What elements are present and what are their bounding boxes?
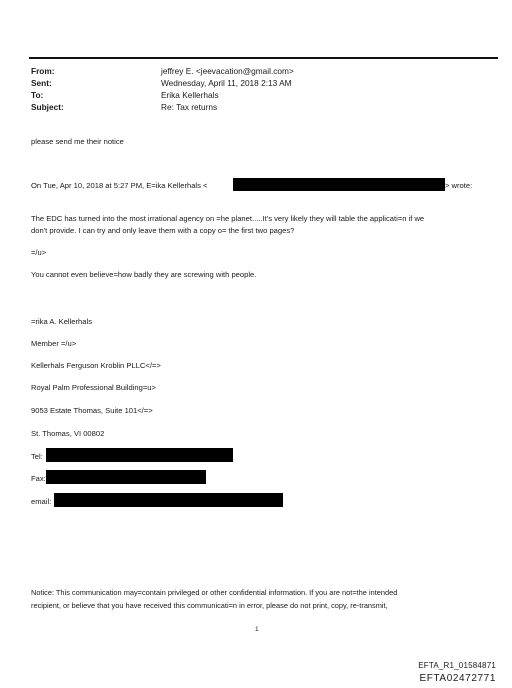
to-label: To:	[31, 90, 44, 100]
from-value: jeffrey E. <jeevacation@gmail.com>	[161, 66, 294, 76]
quote-prefix: On Tue, Apr 10, 2018 at 5:27 PM, E=ika Kellerhals <	[31, 181, 208, 190]
notice-line-2: recipient, or believe that you have received this communicati=n in error, please do not print, copy, re-transmit,	[31, 600, 388, 610]
para1-line2: don't provide. I can try and only leave them with a copy o= the first two pages?	[31, 226, 295, 235]
sig-title: Member =/u>	[31, 339, 77, 348]
para1-line1: The EDC has turned into the most irrational agency on =he planet.....It's very likely they will table the applicati=n if we	[31, 214, 425, 223]
doc-id-2: EFTA02472771	[419, 673, 496, 684]
notice	[31, 587, 501, 612]
sig-city: St. Thomas, VI 00802	[31, 429, 105, 438]
subject-label: Subject:	[31, 102, 64, 112]
page-number: 1	[255, 626, 259, 633]
sig-firm: Kellerhals Ferguson Kroblin PLLC</=>	[31, 361, 161, 370]
from-label: From:	[31, 66, 55, 76]
para2: You cannot even believe=how badly they are screwing with people.	[31, 270, 257, 279]
sent-value: Wednesday, April 11, 2018 2:13 AM	[161, 78, 292, 88]
subject-value: Re: Tax returns	[161, 102, 218, 112]
header-rule	[29, 57, 498, 59]
redaction-email-2	[54, 493, 283, 507]
to-value: Erika Kellerhals	[161, 90, 219, 100]
email-label: email:	[31, 497, 52, 506]
u-tag-1: =/u>	[31, 248, 47, 257]
doc-id-1: EFTA_R1_01584871	[418, 661, 496, 670]
redaction-fax	[46, 470, 206, 484]
notice-line-1: Notice: This communication may=contain privileged or other confidential information. If you are not=the intended	[31, 588, 398, 597]
tel-label: Tel:	[31, 452, 43, 461]
quote-suffix: > wrote:	[445, 181, 473, 190]
sig-address: 9053 Estate Thomas, Suite 101</=>	[31, 406, 153, 415]
fax-label: Fax:	[31, 474, 46, 483]
sig-name: =rika A. Kellerhals	[31, 317, 92, 326]
redaction-email-1	[233, 178, 445, 191]
sent-label: Sent:	[31, 78, 52, 88]
sig-building: Royal Palm Professional Building=u>	[31, 383, 156, 392]
body-line-1: please send me their notice	[31, 137, 124, 146]
redaction-tel	[46, 448, 233, 462]
